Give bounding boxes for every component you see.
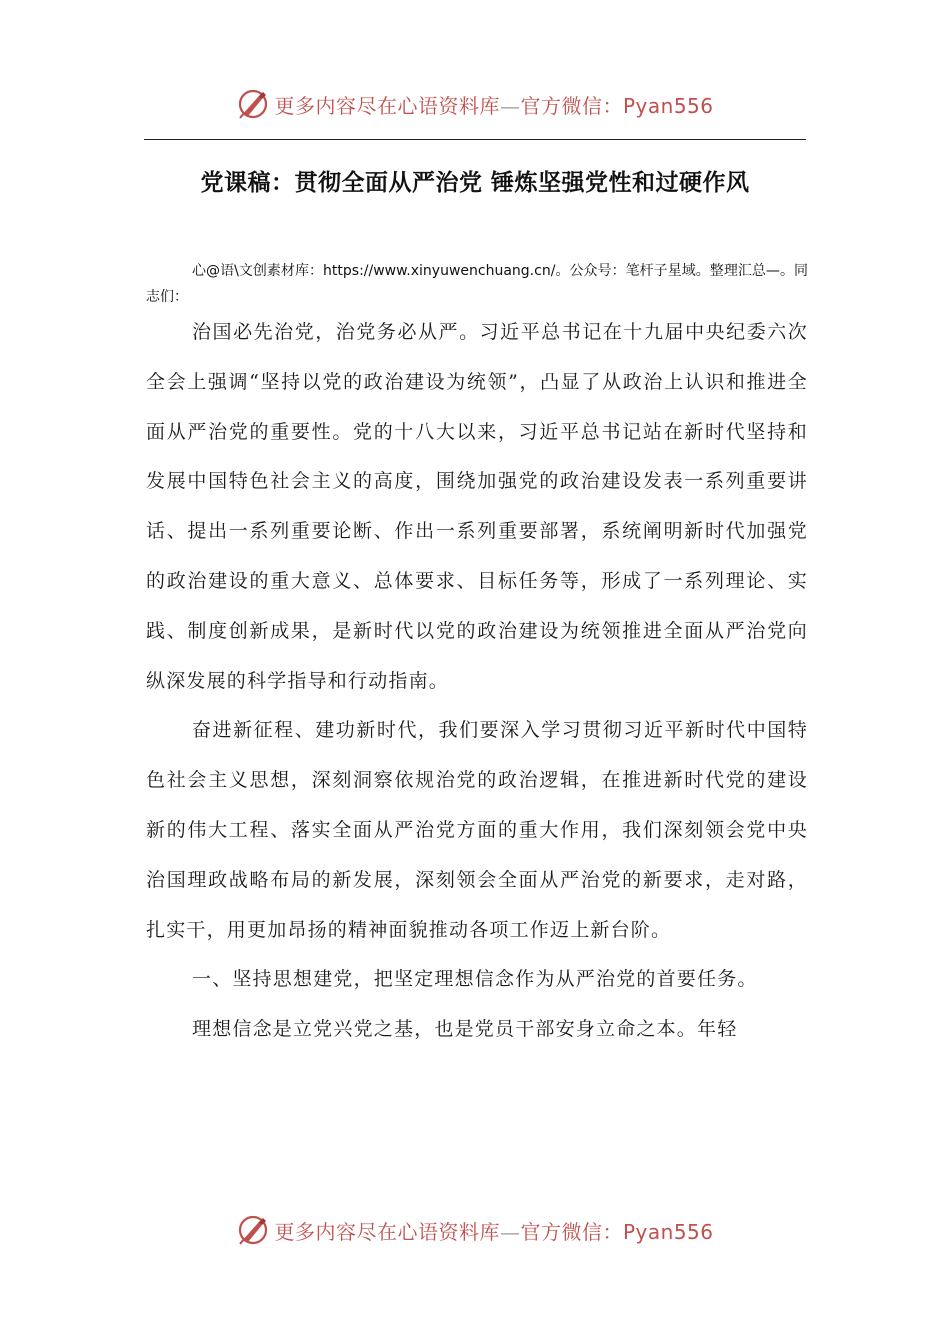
header-divider [144, 139, 806, 140]
banner-dash: — [499, 93, 521, 118]
paragraph-1: 治国必先治党，治党务必从严。习近平总书记在十九届中央纪委六次全会上强调“坚持以党的政治建设为统领”，凸显了从政治上认识和推进全面从严治党的重要性。党的十八大以来，习近平总书记站在新时代坚持和发展中国特色社会主义的高度，围绕加强党的政治建设发表一系列重要讲话、提出一系列重要论断、作出一系列重要部署，系统阐明新时代加强党的政治建设的重大意义、总体要求、目标任务等，形成了一系列理论、实践、制度创新成果，是新时代以党的政治建设为统领推进全面从严治党向纵深发展的科学指导和行动指南。 [146, 321, 808, 692]
section-heading-1: 一、坚持思想建党，把坚定理想信念作为从严治党的首要任务。 [192, 968, 758, 991]
source-line: 心@语\文创素材库：https://www.xinyuwenchuang.cn/。公众号：笔杆子星域。整理汇总—。同志们： [146, 263, 808, 305]
banner-main-text: 更多内容尽在心语资料库 [274, 1219, 500, 1244]
banner-official-label: 官方微信： [520, 93, 623, 118]
header-banner [0, 84, 950, 124]
pen-nib-logo-icon [236, 87, 270, 121]
banner-main-text: 更多内容尽在心语资料库 [274, 93, 500, 118]
banner-dash: — [499, 1219, 521, 1244]
document-body [146, 308, 808, 1055]
banner-official-label: 官方微信： [520, 1219, 623, 1244]
document-title: 党课稿：贯彻全面从严治党 锤炼坚强党性和过硬作风 [200, 170, 750, 196]
banner-text [274, 90, 713, 119]
banner-wechat-id: Pyan556 [622, 1219, 714, 1244]
footer-banner [0, 1210, 950, 1250]
paragraph-3: 理想信念是立党兴党之基，也是党员干部安身立命之本。年轻 [192, 1018, 738, 1041]
banner-text [274, 1216, 713, 1245]
pen-nib-logo-icon [236, 1213, 270, 1247]
paragraph-2: 奋进新征程、建功新时代，我们要深入学习贯彻习近平新时代中国特色社会主义思想，深刻洞察依规治党的政治逻辑，在推进新时代党的建设新的伟大工程、落实全面从严治党方面的重大作用，我们深刻领会党中央治国理政战略布局的新发展，深刻领会全面从严治党的新要求，走对路，扎实干，用更加昂扬的精神面貌推动各项工作迈上新台阶。 [146, 719, 808, 941]
banner-wechat-id: Pyan556 [622, 93, 714, 118]
